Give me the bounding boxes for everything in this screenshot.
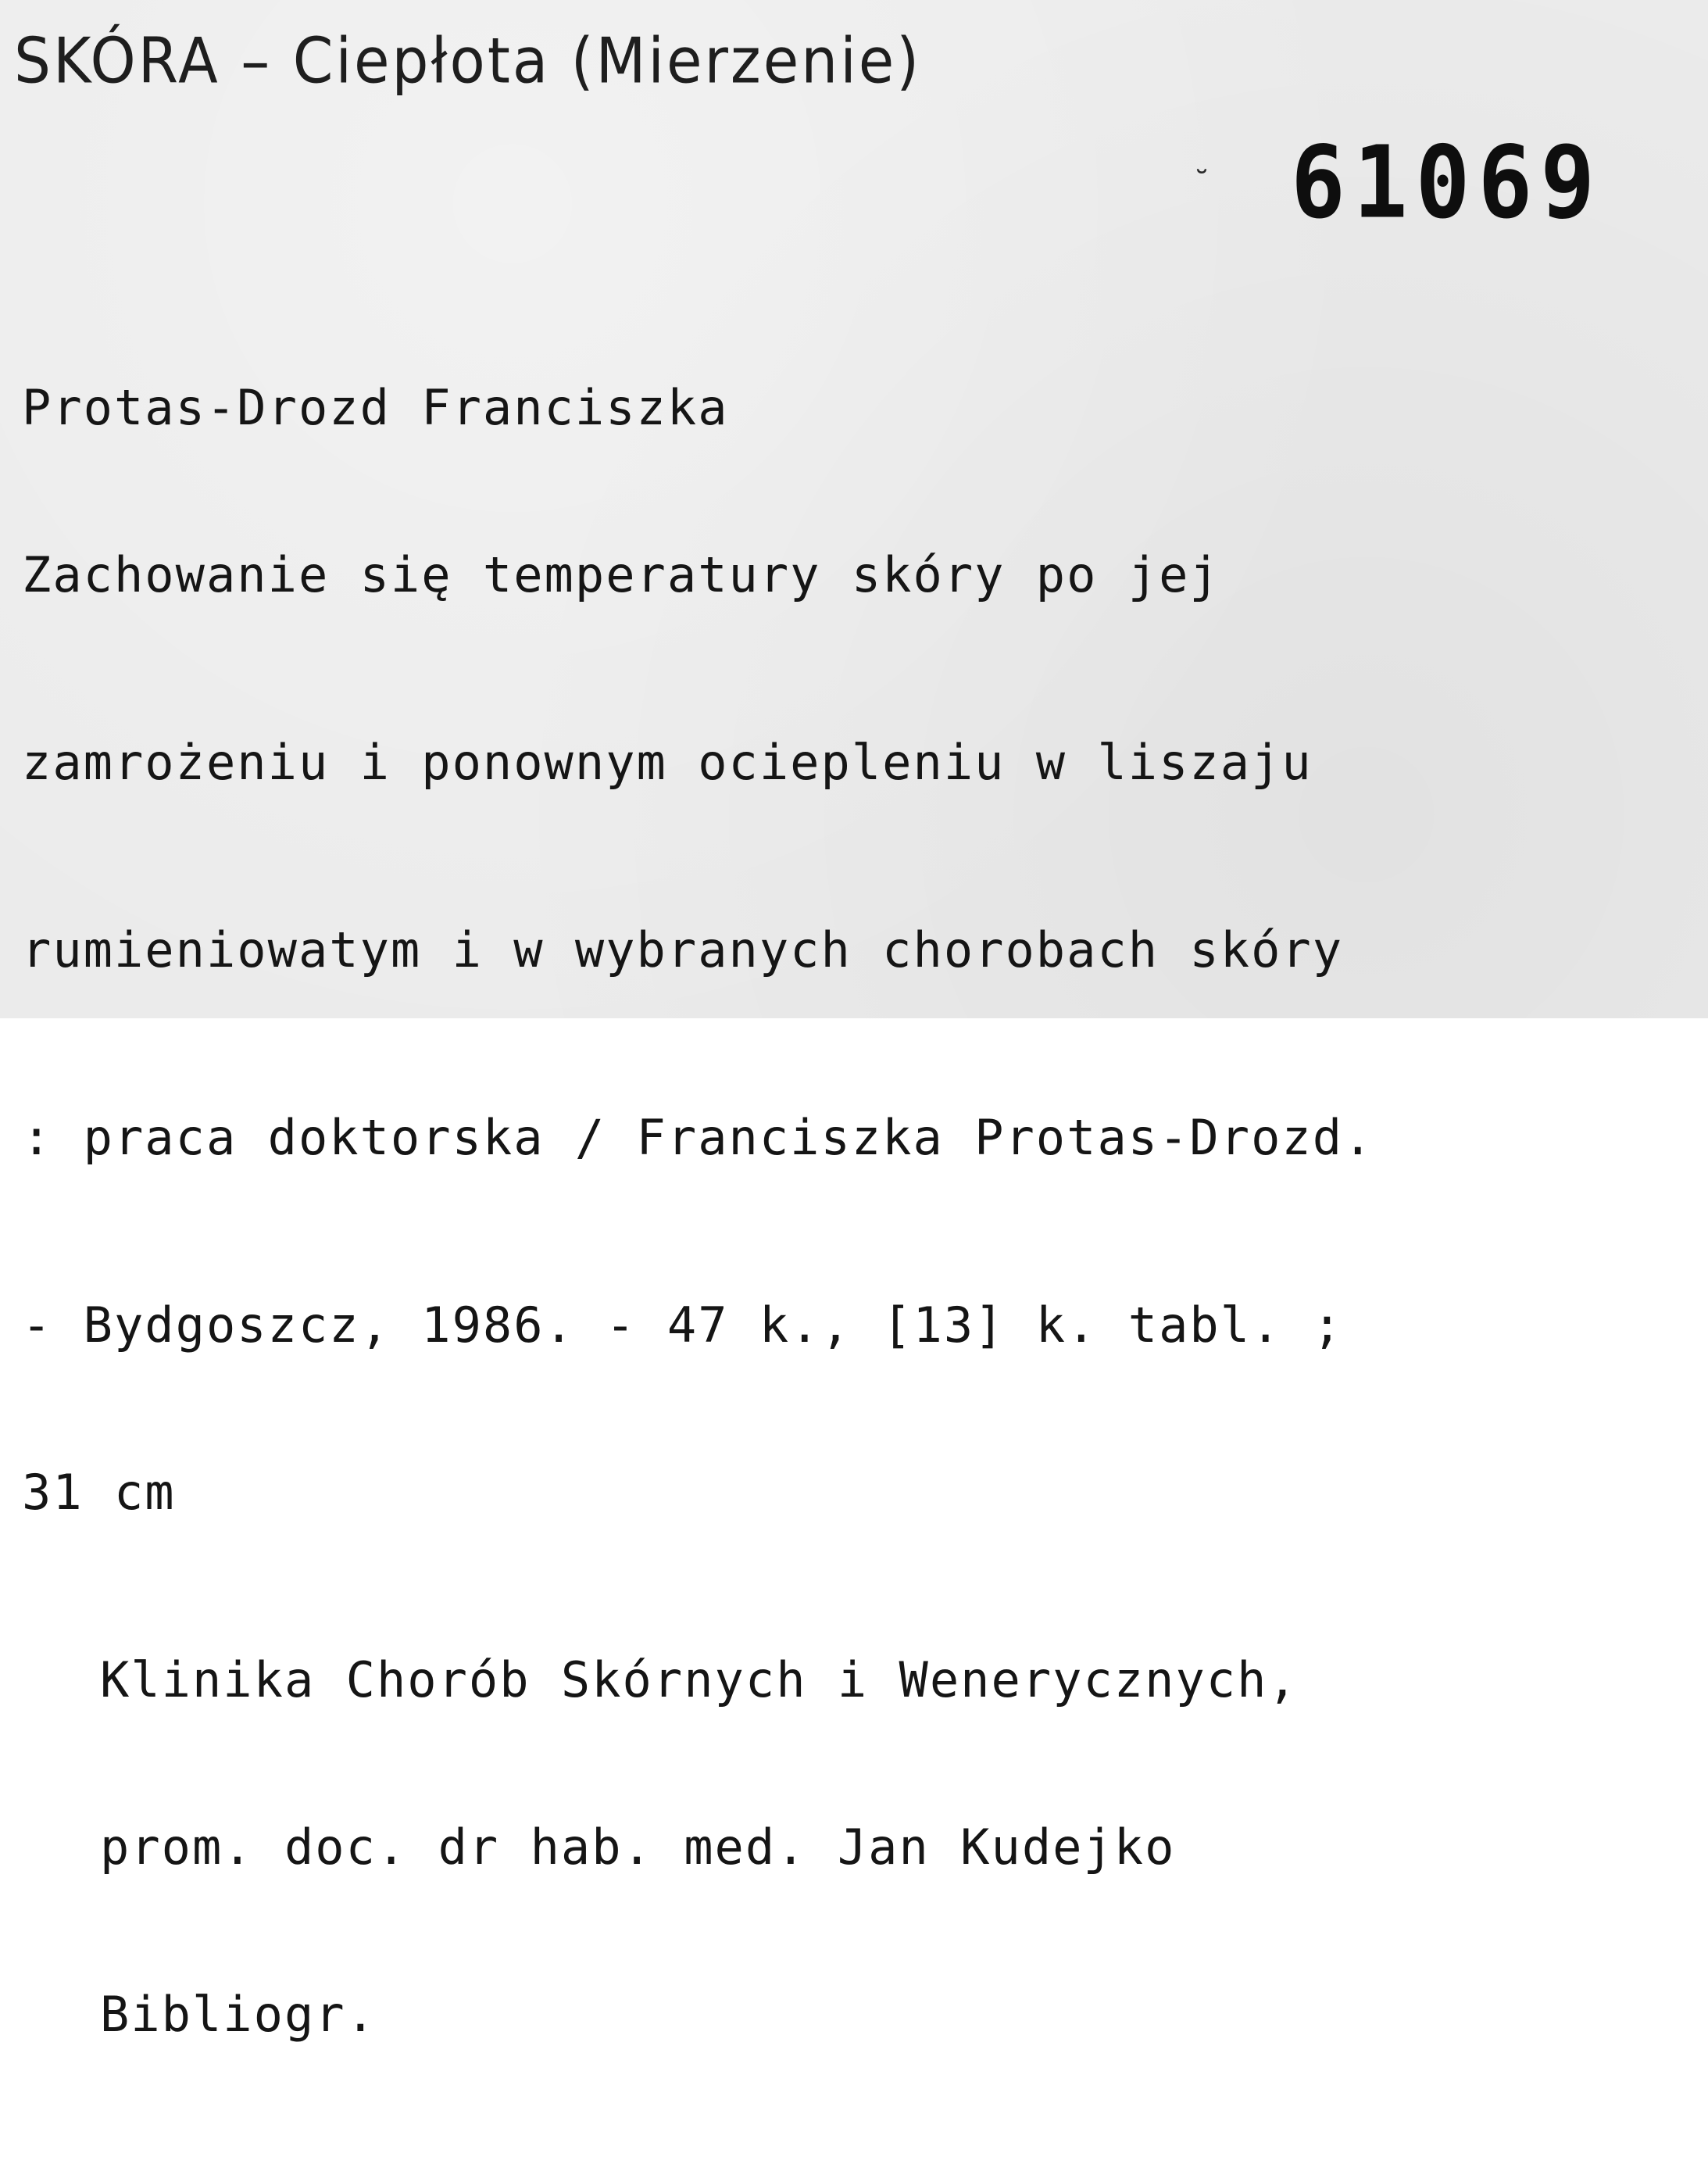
dimensions-line: 31 cm: [22, 1464, 176, 1521]
note-line-2: prom. doc. dr hab. med. Jan Kudejko: [100, 1819, 1176, 1876]
title-line-4: : praca doktorska / Franciszka Protas-Drozd.: [22, 1109, 1374, 1166]
title-line-1: Zachowanie się temperatury skóry po jej: [22, 546, 1220, 603]
author-line: Protas-Drozd Franciszka: [22, 379, 729, 436]
title-line-2: zamrożeniu i ponownym ociepleniu w liszaju: [22, 734, 1313, 791]
tick-mark: ˘: [1194, 166, 1210, 202]
note-line-3: Bibliogr.: [100, 1986, 377, 2043]
publication-line: - Bydgoszcz, 1986. - 47 k., [13] k. tabl. ;: [22, 1297, 1344, 1354]
card-body: [22, 252, 1374, 2171]
title-line-3: rumieniowatym i w wybranych chorobach skóry: [22, 921, 1344, 978]
note-line-1: Klinika Chorób Skórnych i Wenerycznych,: [100, 1651, 1299, 1708]
subject-heading: SKÓRA – Ciepłota (Mierzenie): [14, 25, 922, 98]
call-number: 61069: [1291, 125, 1603, 241]
